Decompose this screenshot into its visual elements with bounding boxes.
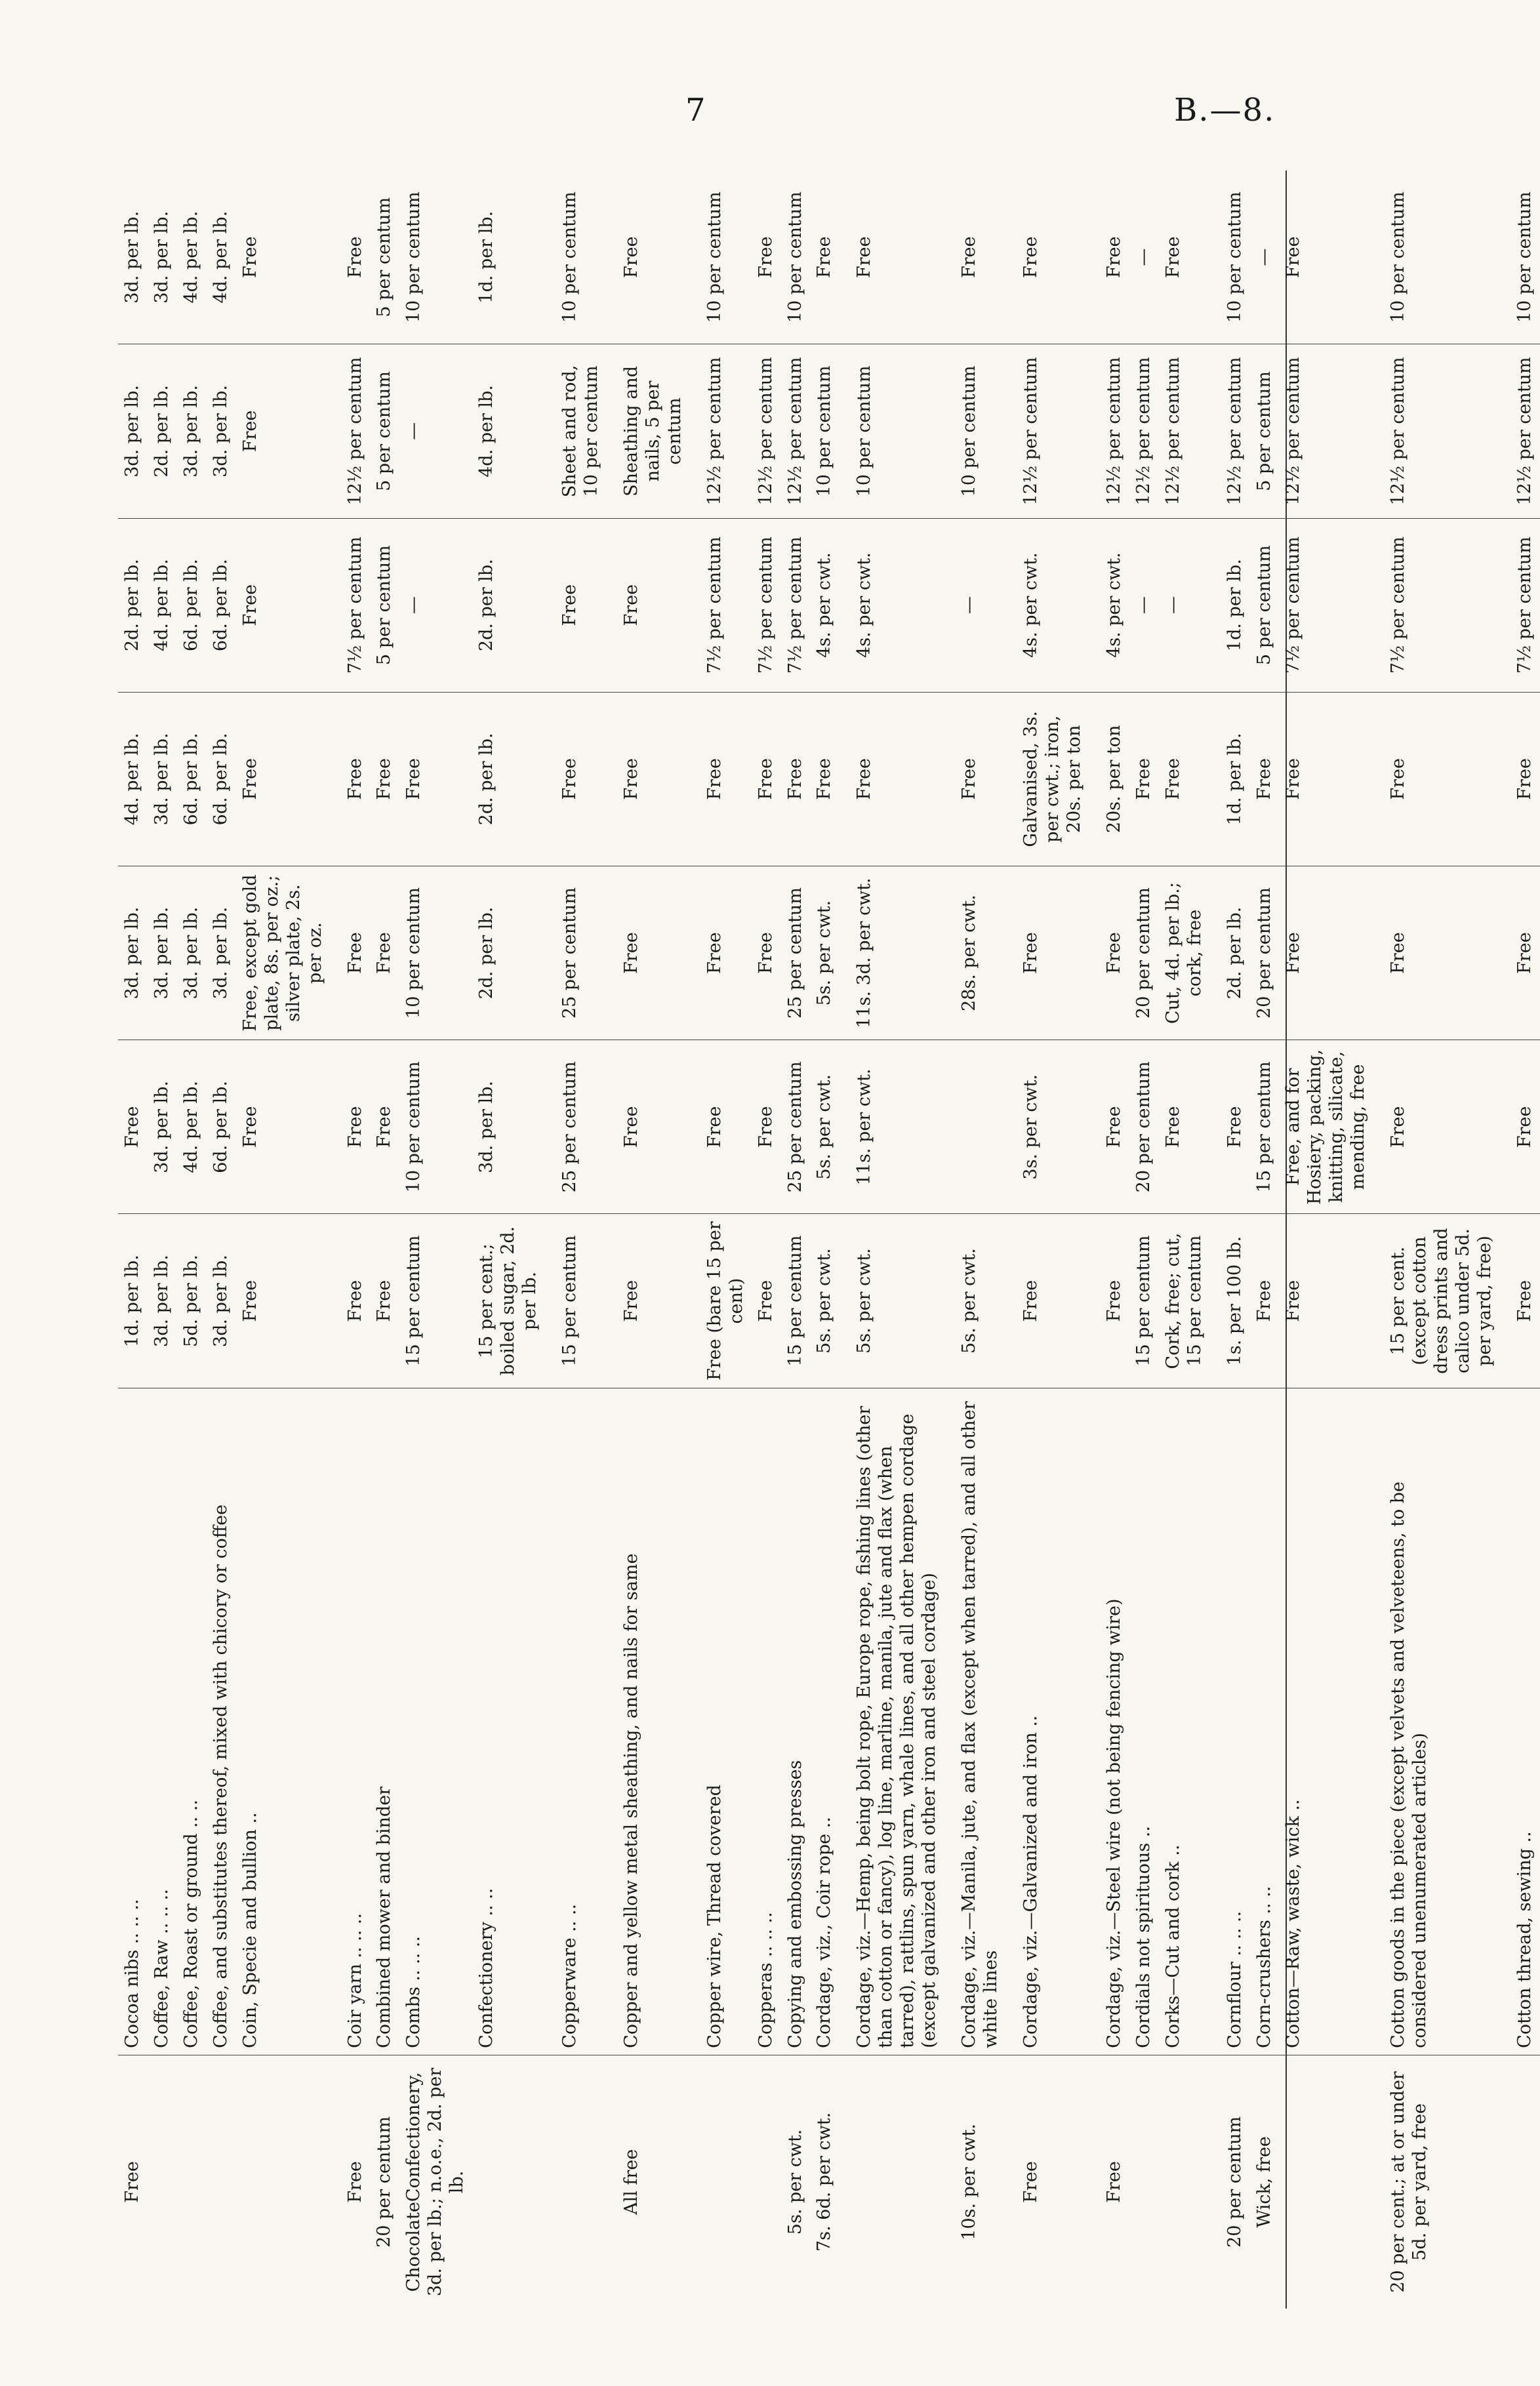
rate-cell: 12½ per centum <box>1129 344 1159 518</box>
rate-cell: 7½ per centum <box>700 518 752 692</box>
rate-cell: Free <box>755 236 776 278</box>
rate-cell: 7½ per centum <box>1279 518 1384 692</box>
rate-cell: Free <box>341 1040 371 1214</box>
article-cell: Corks—Cut and cork .. <box>1159 1388 1221 2055</box>
table-row <box>1510 171 1540 2309</box>
rate-cell: Free <box>236 518 341 692</box>
previous-tariff-cell <box>177 2055 207 2309</box>
previous-tariff-cell <box>752 2055 781 2309</box>
rate-cell: 12½ per centum <box>1159 344 1221 518</box>
rate-cell: Free <box>617 866 700 1040</box>
rate-cell: Free <box>1221 1040 1250 1214</box>
rate-cell: Free <box>341 1214 371 1388</box>
article-cell: Cordage, viz., Coir rope .. <box>810 1388 850 2055</box>
rate-cell: 10 per centum <box>1514 192 1535 323</box>
previous-tariff-cell <box>236 2055 341 2309</box>
previous-tariff-cell <box>1279 2055 1384 2309</box>
rate-cell: 3d. per lb. <box>148 1214 177 1388</box>
rate-cell: — <box>1159 518 1221 692</box>
rate-cell: Free <box>1162 236 1183 278</box>
rate-cell: 12½ per centum <box>1017 344 1100 518</box>
previous-tariff-cell: 7s. 6d. per cwt. <box>810 2055 850 2309</box>
rate-cell: Free <box>617 1040 700 1214</box>
rate-cell: Free <box>556 518 617 692</box>
rate-cell: 2d. per lb. <box>118 518 148 692</box>
previous-tariff-cell: ChocolateConfectionery, 3d. per lb.; n.o.e., 2d. per lb. <box>399 2055 472 2309</box>
rate-cell: 5d. per lb. <box>177 1214 207 1388</box>
rate-cell: Free <box>1283 236 1304 278</box>
rate-cell: 7½ per centum <box>341 518 371 692</box>
rate-cell: 20 per centum <box>1250 866 1280 1040</box>
rate-cell: Free <box>1021 236 1041 278</box>
table-row <box>118 171 148 2309</box>
previous-tariff-cell: 20 per cent.; at or under 5d. per yard, free <box>1384 2055 1510 2309</box>
rate-cell: 5s. per cwt. <box>810 1040 850 1214</box>
table-row <box>850 171 955 2309</box>
previous-tariff-cell: Free <box>341 2055 371 2309</box>
article-cell: Coffee, Raw .. .. .. <box>148 1388 177 2055</box>
previous-tariff-cell: 20 per centum <box>1221 2055 1250 2309</box>
rate-cell: 11s. per cwt. <box>850 1040 955 1214</box>
rate-cell: Free <box>1384 1040 1510 1214</box>
article-cell: Copper wire, Thread covered <box>700 1388 752 2055</box>
rate-cell: 3d. per lb. <box>148 692 177 866</box>
rate-cell: 25 per centum <box>781 1040 811 1214</box>
rate-cell: Free <box>118 1040 148 1214</box>
rate-cell: 10 per centum <box>784 192 805 323</box>
rate-cell: Cork, free; cut, 15 per centum <box>1159 1214 1221 1388</box>
rate-cell: Free <box>1510 866 1540 1040</box>
rate-cell: Free <box>700 866 752 1040</box>
rate-cell: 1d. per lb. <box>1221 692 1250 866</box>
rate-cell: 3d. per lb. <box>207 1214 236 1388</box>
rate-cell: Free <box>959 236 980 278</box>
rate-cell: 12½ per centum <box>341 344 371 518</box>
rate-cell: 4s. per cwt. <box>1017 518 1100 692</box>
rate-cell: 10 per centum <box>399 866 472 1040</box>
previous-tariff-cell: 10s. per cwt. <box>955 2055 1017 2309</box>
rate-cell: Free <box>1279 1214 1384 1388</box>
previous-tariff-cell <box>207 2055 236 2309</box>
previous-tariff-cell: Free <box>1100 2055 1129 2309</box>
rate-cell: 3d. per lb. <box>122 211 142 304</box>
rate-cell: 28s. per cwt. <box>955 866 1017 1040</box>
rate-cell: Free <box>955 692 1017 866</box>
rate-cell: 10 per centum <box>810 344 850 518</box>
previous-tariff-cell <box>1129 2055 1159 2309</box>
table-row <box>1017 171 1100 2309</box>
table-row <box>810 171 850 2309</box>
rate-cell: Free <box>1384 692 1510 866</box>
rate-cell: Free <box>370 1040 399 1214</box>
rate-cell: 12½ per centum <box>781 344 811 518</box>
table-row <box>700 171 752 2309</box>
table-row <box>472 171 556 2309</box>
rate-cell: 10 per centum <box>1224 192 1245 323</box>
rate-cell: Free <box>370 866 399 1040</box>
rate-cell: — <box>399 518 472 692</box>
rate-cell: Free <box>341 866 371 1040</box>
rate-cell: 10 per centum <box>399 1040 472 1214</box>
rate-cell: 15 per centum <box>781 1214 811 1388</box>
rate-cell: Free <box>1279 692 1384 866</box>
rate-cell: 4s. per cwt. <box>810 518 850 692</box>
previous-tariff-cell <box>1159 2055 1221 2309</box>
article-cell: Corn-crushers .. .. <box>1250 1388 1280 2055</box>
rate-cell: Free <box>1250 1214 1280 1388</box>
table-row <box>341 171 371 2309</box>
rate-cell: Free <box>620 236 641 278</box>
rate-cell: 10 per centum <box>403 192 424 323</box>
page-header <box>0 92 1425 144</box>
rate-cell: Free <box>344 236 365 278</box>
rate-cell: Free, except gold plate, 8s. per oz.; silver plate, 2s. per oz. <box>236 866 341 1040</box>
rate-cell: Free <box>850 692 955 866</box>
table-row <box>1129 171 1159 2309</box>
rate-cell: 12½ per centum <box>752 344 781 518</box>
rate-cell: Free <box>1159 1040 1221 1214</box>
table-row <box>370 171 399 2309</box>
rate-cell: 7½ per centum <box>752 518 781 692</box>
article-cell: Copper and yellow metal sheathing, and nails for same <box>617 1388 700 2055</box>
table-row <box>1384 171 1510 2309</box>
rate-cell: Free <box>1100 1040 1129 1214</box>
rate-cell: Free <box>752 866 781 1040</box>
previous-tariff-cell <box>556 2055 617 2309</box>
table-row <box>617 171 700 2309</box>
rate-cell: 6d. per lb. <box>177 692 207 866</box>
table-row <box>148 171 177 2309</box>
rate-cell: 2d. per lb. <box>472 518 556 692</box>
rate-cell: 15 per centum <box>556 1214 617 1388</box>
rate-cell: Free, and for Hosiery, packing, knitting, silicate, mending, free <box>1279 1040 1384 1214</box>
rate-cell: 20 per centum <box>1129 1040 1159 1214</box>
table-row <box>955 171 1017 2309</box>
rate-cell: 5s. per cwt. <box>955 1214 1017 1388</box>
rate-cell: 5s. per cwt. <box>850 1214 955 1388</box>
rate-cell: 12½ per centum <box>1100 344 1129 518</box>
rate-cell: 20 per centum <box>1129 866 1159 1040</box>
rate-cell: 4d. per lb. <box>177 1040 207 1214</box>
rate-cell: 6d. per lb. <box>177 518 207 692</box>
rate-cell: Free <box>1510 692 1540 866</box>
rate-cell: Sheathing and nails, 5 per centum <box>617 344 700 518</box>
rate-cell: Free <box>700 1040 752 1214</box>
previous-tariff-cell: All free <box>617 2055 700 2309</box>
previous-tariff-cell: 5s. per cwt. <box>781 2055 811 2309</box>
article-cell: Combined mower and binder <box>370 1388 399 2055</box>
rate-cell: 1d. per lb. <box>1221 518 1250 692</box>
article-cell: Cocoa nibs .. .. .. <box>118 1388 148 2055</box>
rate-cell: 25 per centum <box>556 866 617 1040</box>
rate-cell: 10 per centum <box>955 344 1017 518</box>
previous-tariff-cell <box>850 2055 955 2309</box>
article-cell: Copying and embossing presses <box>781 1388 811 2055</box>
rate-cell: Free <box>752 692 781 866</box>
article-cell: Coin, Specie and bullion .. <box>236 1388 341 2055</box>
rate-cell: 15 per cent.; boiled sugar, 2d. per lb. <box>472 1214 556 1388</box>
rate-cell: Free <box>1250 692 1280 866</box>
rate-cell: Free <box>1129 692 1159 866</box>
rate-cell: Free <box>781 692 811 866</box>
rate-cell: 15 per cent. (except cotton dress prints and calico under 5d. per yard, free) <box>1384 1214 1510 1388</box>
article-cell: Cordage, viz.—Hemp, being bolt rope, Europe rope, fishing lines (other than cotton or fancy), log line, marline, manila, jute and flax (when tarred), rattlins, spun yarn, whale lines, and all other hempen cordage (except galvanized and other iron and steel cordage) <box>850 1388 955 2055</box>
document-reference: B.—8. <box>1174 92 1276 129</box>
rate-cell: 4d. per lb. <box>118 692 148 866</box>
rate-cell: 15 per centum <box>399 1214 472 1388</box>
rate-cell: Free <box>1510 1040 1540 1214</box>
rate-cell: Free <box>1103 236 1124 278</box>
rate-cell: 12½ per centum <box>700 344 752 518</box>
rate-cell: 12½ per centum <box>1221 344 1250 518</box>
rate-cell: 3s. per cwt. <box>1017 1040 1100 1214</box>
rate-cell: Free <box>1159 692 1221 866</box>
table-row <box>1279 171 1384 2309</box>
rate-cell: 10 per centum <box>1388 192 1409 323</box>
rate-cell: Free <box>1017 1214 1100 1388</box>
rate-cell: 5s. per cwt. <box>810 866 850 1040</box>
rate-cell: 15 per centum <box>1250 1040 1280 1214</box>
rate-cell: 5 per centum <box>370 344 399 518</box>
rotated-table-container <box>118 171 1535 2309</box>
rate-cell: Free <box>1100 866 1129 1040</box>
rate-cell: 6d. per lb. <box>207 692 236 866</box>
rate-cell: Free <box>617 1214 700 1388</box>
table-row <box>1159 171 1221 2309</box>
previous-tariff-cell: Free <box>1017 2055 1100 2309</box>
article-cell: Coffee, and substitutes thereof, mixed with chicory or coffee <box>207 1388 236 2055</box>
article-cell: Coffee, Roast or ground .. .. <box>177 1388 207 2055</box>
rate-cell: Free <box>617 692 700 866</box>
table-row <box>1221 171 1250 2309</box>
rate-cell: — <box>1133 248 1154 266</box>
rate-cell: 7½ per centum <box>1384 518 1510 692</box>
article-cell: Coir yarn .. .. .. <box>341 1388 371 2055</box>
rate-cell: 10 per centum <box>559 192 580 323</box>
rate-cell <box>955 1040 1017 1214</box>
rate-cell: 12½ per centum <box>1510 344 1540 518</box>
rate-cell: 25 per centum <box>781 866 811 1040</box>
article-cell: Cordage, viz.—Galvanized and iron .. <box>1017 1388 1100 2055</box>
rate-cell: 10 per centum <box>850 344 955 518</box>
rate-cell: Free <box>814 236 835 278</box>
rate-cell: Free <box>236 1040 341 1214</box>
rate-cell: Free <box>1384 866 1510 1040</box>
rate-cell: 5 per centum <box>370 518 399 692</box>
rate-cell: 3d. per lb. <box>177 866 207 1040</box>
rate-cell: 11s. 3d. per cwt. <box>850 866 955 1040</box>
article-cell: Combs .. .. .. <box>399 1388 472 2055</box>
rate-cell: 3d. per lb. <box>148 1040 177 1214</box>
rate-cell: 5 per centum <box>1250 344 1280 518</box>
rate-cell: Free <box>1017 866 1100 1040</box>
rate-cell: 3d. per lb. <box>207 866 236 1040</box>
rate-cell: Free <box>341 692 371 866</box>
rate-cell: 12½ per centum <box>1279 344 1384 518</box>
rate-cell: Free <box>236 1214 341 1388</box>
rate-cell: — <box>1129 518 1159 692</box>
tariff-table <box>118 171 1540 2309</box>
rate-cell: Free <box>752 1040 781 1214</box>
rate-cell: 5s. per cwt. <box>810 1214 850 1388</box>
rate-cell: Free <box>752 1214 781 1388</box>
previous-tariff-cell: Wick, free <box>1250 2055 1280 2309</box>
page-number: 7 <box>685 92 706 129</box>
tariff-table-body <box>118 171 1540 2309</box>
rate-cell: Free (bare 15 per cent) <box>700 1214 752 1388</box>
rate-cell: Free <box>556 692 617 866</box>
rate-cell: 4d. per lb. <box>180 211 201 304</box>
rate-cell: Sheet and rod, 10 per centum <box>556 344 617 518</box>
rate-cell: 20s. per ton <box>1100 692 1129 866</box>
rate-cell: 3d. per lb. <box>207 344 236 518</box>
rate-cell: 1d. per lb. <box>118 1214 148 1388</box>
rate-cell: 6d. per lb. <box>207 1040 236 1214</box>
rate-cell: 4d. per lb. <box>210 211 231 304</box>
rate-cell: Free <box>1100 1214 1129 1388</box>
rate-cell: 3d. per lb. <box>151 211 172 304</box>
article-cell: Copperas .. .. .. <box>752 1388 781 2055</box>
rate-cell: 3d. per lb. <box>118 344 148 518</box>
rate-cell: Free <box>236 692 341 866</box>
table-row <box>177 171 207 2309</box>
rate-cell: Free <box>239 236 260 278</box>
rate-cell: Cut, 4d. per lb.; cork, free <box>1159 866 1221 1040</box>
rate-cell: 25 per centum <box>556 1040 617 1214</box>
rate-cell: 2d. per lb. <box>472 692 556 866</box>
previous-tariff-cell <box>148 2055 177 2309</box>
rate-cell: Free <box>1279 866 1384 1040</box>
rate-cell: Free <box>399 692 472 866</box>
rate-cell: 2d. per lb. <box>472 866 556 1040</box>
article-cell: Cordage, viz.—Manila, jute, and flax (except when tarred), and all other white lines <box>955 1388 1017 2055</box>
rate-cell: Free <box>370 1214 399 1388</box>
rate-cell: 1s. per 100 lb. <box>1221 1214 1250 1388</box>
rate-cell: 2d. per lb. <box>1221 866 1250 1040</box>
rate-cell: 10 per centum <box>704 192 725 323</box>
table-row <box>207 171 236 2309</box>
table-row <box>1100 171 1129 2309</box>
article-cell: Cornflour .. .. .. <box>1221 1388 1250 2055</box>
previous-tariff-cell: Free <box>118 2055 148 2309</box>
article-cell: Cotton thread, sewing .. <box>1510 1388 1540 2055</box>
rate-cell: 4s. per cwt. <box>1100 518 1129 692</box>
rate-cell: 12½ per centum <box>1384 344 1510 518</box>
table-row <box>1250 171 1280 2309</box>
rate-cell: — <box>399 344 472 518</box>
rate-cell: Free <box>700 692 752 866</box>
rate-cell: 7½ per centum <box>781 518 811 692</box>
article-cell: Cordials not spirituous .. <box>1129 1388 1159 2055</box>
table-row <box>752 171 781 2309</box>
rate-cell: Free <box>854 236 875 278</box>
rate-cell: 4d. per lb. <box>148 518 177 692</box>
rate-cell: 2d. per lb. <box>148 344 177 518</box>
rate-cell: 5 per centum <box>1250 518 1280 692</box>
rate-cell: Free <box>617 518 700 692</box>
rate-cell: Free <box>236 344 341 518</box>
rate-cell: Free <box>1510 1214 1540 1388</box>
rate-cell: — <box>1253 248 1274 266</box>
rate-cell: 4s. per cwt. <box>850 518 955 692</box>
rate-cell: 3d. per lb. <box>118 866 148 1040</box>
rate-cell: Free <box>810 692 850 866</box>
table-row <box>781 171 811 2309</box>
article-cell: Cotton—Raw, waste, wick .. <box>1279 1388 1384 2055</box>
previous-tariff-cell <box>700 2055 752 2309</box>
rate-cell: — <box>955 518 1017 692</box>
table-row <box>556 171 617 2309</box>
rate-cell: 4d. per lb. <box>472 344 556 518</box>
rate-cell: 7½ per centum <box>1510 518 1540 692</box>
table-row <box>399 171 472 2309</box>
rate-cell: 3d. per lb. <box>472 1040 556 1214</box>
previous-tariff-cell <box>1510 2055 1540 2309</box>
rate-cell: 3d. per lb. <box>148 866 177 1040</box>
previous-tariff-cell <box>472 2055 556 2309</box>
rate-cell: 1d. per lb. <box>476 211 497 304</box>
tariff-table-frame <box>118 171 1535 2309</box>
article-cell: Cotton goods in the piece (except velvets and velveteens, to be considered unenumerated articles) <box>1384 1388 1510 2055</box>
rate-cell: 6d. per lb. <box>207 518 236 692</box>
rate-cell: Free <box>370 692 399 866</box>
article-cell: Copperware .. .. <box>556 1388 617 2055</box>
rate-cell: Galvanised, 3s. per cwt.; iron, 20s. per ton <box>1017 692 1100 866</box>
article-cell: Cordage, viz.—Steel wire (not being fencing wire) <box>1100 1388 1129 2055</box>
table-row <box>236 171 341 2309</box>
article-cell: Confectionery .. .. <box>472 1388 556 2055</box>
rate-cell: 5 per centum <box>374 197 395 317</box>
rate-cell: 15 per centum <box>1129 1214 1159 1388</box>
previous-tariff-cell: 20 per centum <box>370 2055 399 2309</box>
rate-cell: 3d. per lb. <box>177 344 207 518</box>
